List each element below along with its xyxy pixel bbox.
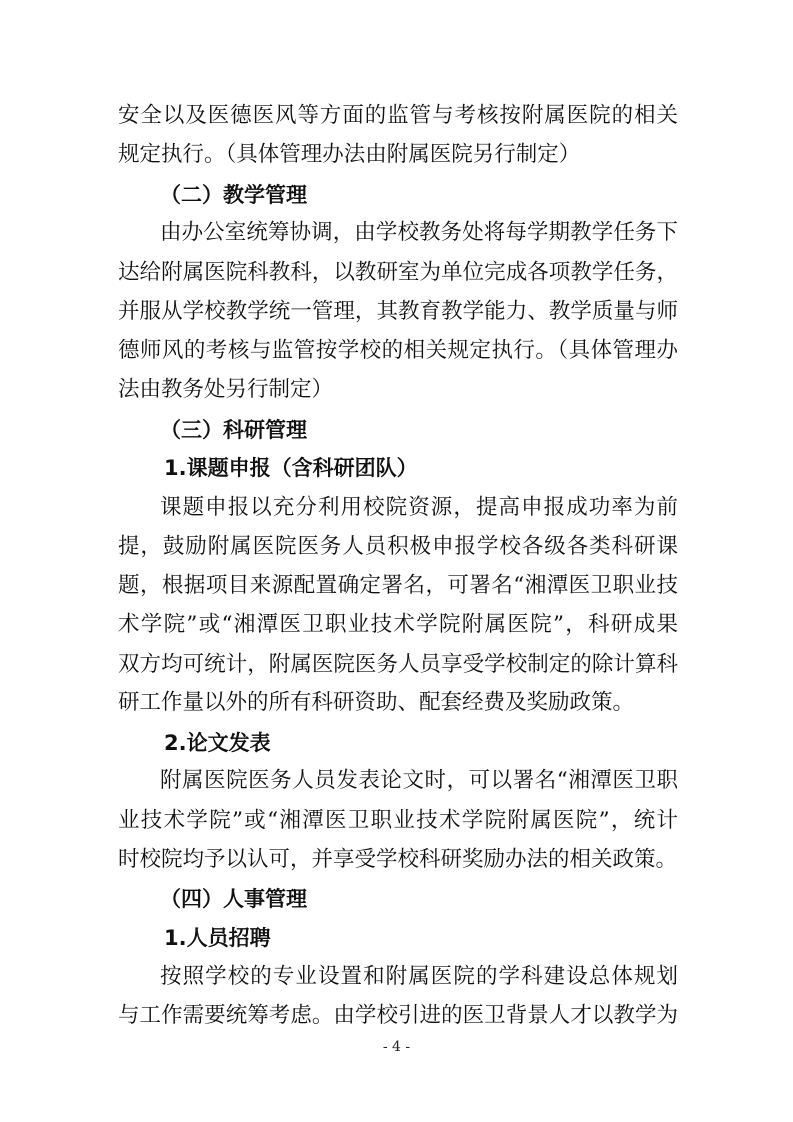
paragraph-line: 由办公室统筹协调，由学校教务处将每学期教学任务下 xyxy=(160,220,678,245)
subheading-paper-publication: 2.论文发表 xyxy=(164,731,271,755)
page-number: - 4 - xyxy=(382,1039,411,1055)
paragraph-line: 附属医院医务人员发表论文时，可以署名“湘潭医卫职 xyxy=(160,768,678,793)
paragraph-line: 术学院”或“湘潭医卫职业技术学院附属医院”，科研成果 xyxy=(118,612,678,637)
section-heading-research: （三）科研管理 xyxy=(160,418,307,442)
paragraph-line: 业技术学院”或“湘潭医卫职业技术学院附属医院”，统计 xyxy=(118,808,678,833)
paragraph-line: 达给附属医院科教科，以教研室为单位完成各项教学任务， xyxy=(118,260,678,285)
section-heading-teaching: （二）教学管理 xyxy=(160,183,307,207)
paragraph-line: 提，鼓励附属医院医务人员积极申报学校各级各类科研课 xyxy=(118,534,678,559)
paragraph-line: 课题申报以充分利用校院资源，提高申报成功率为前 xyxy=(160,495,678,520)
paragraph-line: 双方均可统计，附属医院医务人员享受学校制定的除计算科 xyxy=(118,652,678,677)
paragraph-line: 规定执行。（具体管理办法由附属医院另行制定） xyxy=(118,142,581,167)
subheading-recruitment: 1.人员招聘 xyxy=(164,926,271,950)
paragraph-line: 题，根据项目来源配置确定署名，可署名“湘潭医卫职业技 xyxy=(118,573,678,598)
paragraph-line: 安全以及医德医风等方面的监管与考核按附属医院的相关 xyxy=(118,103,678,128)
paragraph-line: 德师风的考核与监管按学校的相关规定执行。（具体管理办 xyxy=(118,338,678,363)
paragraph-line: 研工作量以外的所有科研资助、配套经费及奖励政策。 xyxy=(118,690,635,715)
paragraph-line: 时校院均予以认可，并享受学校科研奖励办法的相关政策。 xyxy=(118,847,678,872)
paragraph-line: 与工作需要统筹考虑。由学校引进的医卫背景人才以教学为 xyxy=(118,1003,678,1028)
paragraph-line: 并服从学校教学统一管理，其教育教学能力、教学质量与师 xyxy=(118,299,678,324)
paragraph-line: 按照学校的专业设置和附属医院的学科建设总体规划 xyxy=(160,964,678,989)
paragraph-line: 法由教务处另行制定） xyxy=(118,377,334,402)
subheading-project-application: 1.课题申报（含科研团队） xyxy=(164,456,418,480)
section-heading-personnel: （四）人事管理 xyxy=(160,887,307,911)
